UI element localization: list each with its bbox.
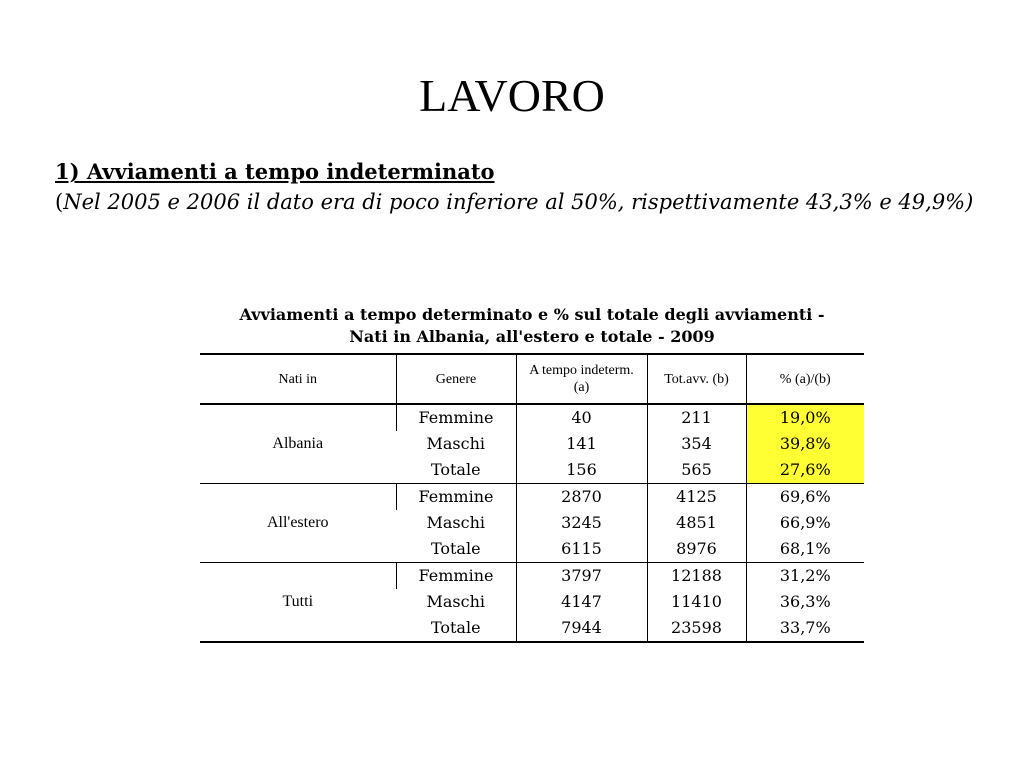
cell-genere: Totale	[396, 457, 516, 484]
table-caption-line-1: Avviamenti a tempo determinato e % sul totale degli avviamenti -	[239, 305, 825, 324]
cell-genere: Femmine	[396, 484, 516, 511]
cell-pct: 36,3%	[746, 589, 864, 615]
table-row	[200, 484, 864, 511]
cell-a: 156	[516, 457, 647, 484]
cell-b: 211	[647, 404, 746, 431]
section-heading: 1) Avviamenti a tempo indeterminato	[55, 159, 495, 184]
cell-pct: 66,9%	[746, 510, 864, 536]
section-note	[55, 187, 994, 217]
cell-genere: Maschi	[426, 513, 485, 532]
cell-b: 4125	[647, 484, 746, 511]
note-text: Nel 2005 e 2006 il dato era di poco inferiore al 50%, rispettivamente 43,3% e 49,9%)	[63, 190, 974, 214]
cell-pct-highlighted: 39,8%	[746, 431, 864, 457]
cell-b: 23598	[647, 615, 746, 642]
cell-pct: 68,1%	[746, 536, 864, 563]
data-table	[200, 353, 864, 643]
cell-a: 4147	[516, 589, 647, 615]
table-row	[200, 404, 864, 431]
table-caption	[200, 304, 864, 353]
group-label-estero: All'estero	[200, 484, 396, 563]
cell-genere: Maschi	[426, 592, 485, 611]
group-label-albania: Albania	[200, 404, 396, 484]
cell-a: 141	[516, 431, 647, 457]
cell-a: 3797	[516, 563, 647, 590]
cell-b: 4851	[647, 510, 746, 536]
cell-genere: Totale	[396, 615, 516, 642]
slide-title: LAVORO	[419, 70, 605, 121]
cell-a: 2870	[516, 484, 647, 511]
cell-pct: 33,7%	[746, 615, 864, 642]
header-percent: % (a)/(b)	[746, 354, 864, 404]
cell-genere: Femmine	[396, 563, 516, 590]
header-nati-in: Nati in	[200, 354, 396, 404]
cell-b: 354	[647, 431, 746, 457]
cell-b: 565	[647, 457, 746, 484]
cell-a: 40	[516, 404, 647, 431]
cell-b: 12188	[647, 563, 746, 590]
cell-pct-highlighted: 27,6%	[746, 457, 864, 484]
cell-pct: 69,6%	[746, 484, 864, 511]
header-tempo-indeterm: A tempo indeterm. (a)	[516, 354, 647, 404]
table-row	[200, 563, 864, 590]
header-tot-avv: Tot.avv. (b)	[647, 354, 746, 404]
cell-a: 3245	[516, 510, 647, 536]
cell-b: 11410	[647, 589, 746, 615]
table-caption-line-2: Nati in Albania, all'estero e totale - 2009	[349, 327, 715, 346]
note-open-paren: (	[55, 190, 64, 214]
cell-a: 6115	[516, 536, 647, 563]
cell-pct: 31,2%	[746, 563, 864, 590]
cell-genere: Totale	[396, 536, 516, 563]
cell-genere: Maschi	[426, 434, 485, 453]
cell-pct-highlighted: 19,0%	[746, 404, 864, 431]
cell-b: 8976	[647, 536, 746, 563]
group-label-tutti: Tutti	[200, 563, 396, 643]
section	[55, 157, 994, 217]
cell-a: 7944	[516, 615, 647, 642]
table-header-row	[200, 354, 864, 404]
header-genere: Genere	[396, 354, 516, 404]
data-table-container	[200, 304, 864, 643]
cell-genere: Femmine	[396, 404, 516, 431]
